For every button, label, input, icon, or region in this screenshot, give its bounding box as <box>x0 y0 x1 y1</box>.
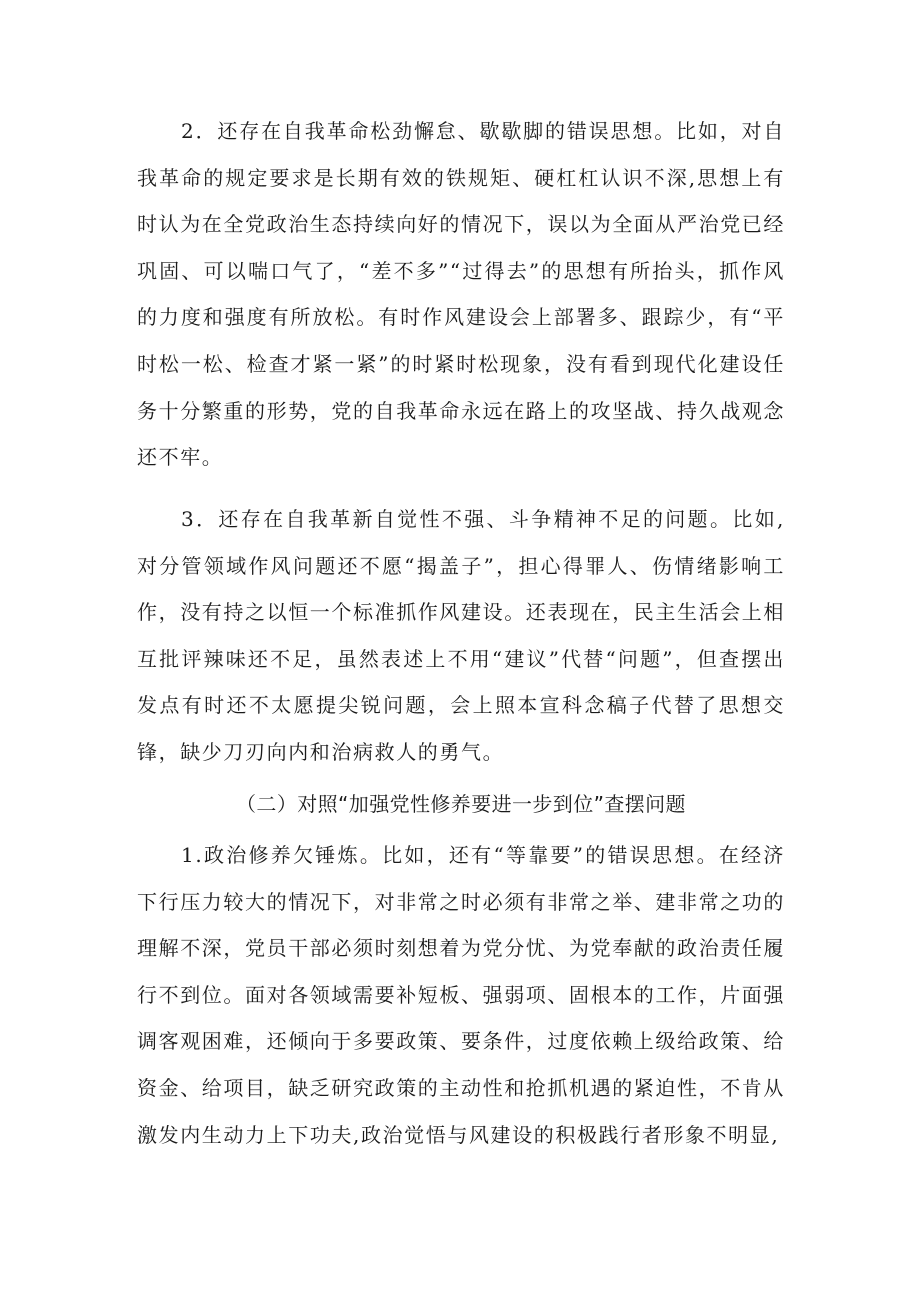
paragraph-self-revolution-slack: 2．还存在自我革命松劲懈怠、歇歇脚的错误思想。比如，对自我革命的规定要求是长期有效的铁规矩、硬杠杠认识不深,思想上有时认为在全党政治生态持续向好的情况下，误以为全面从严治党已经巩固、可以喘口气了，“差不多”“过得去”的思想有所抬头，抓作风的力度和强度有所放松。有时作风建设会上部署多、跟踪少，有“平时松一松、检查才紧一紧”的时紧时松现象，没有看到现代化建设任务十分繁重的形势，党的自我革命永远在路上的攻坚战、持久战观念还不牢。 <box>137 119 785 470</box>
paragraph-political-cultivation: 1.政治修养欠锤炼。比如，还有“等靠要”的错误思想。在经济下行压力较大的情况下，对非常之时必须有非常之举、建非常之功的理解不深，党员干部必须时刻想着为党分忧、为党奉献的政治责任履行不到位。面对各领域需要补短板、强弱项、固根本的工作，片面强调客观困难，还倾向于多要政策、要条件，过度依赖上级给政策、给资金、给项目，缺乏研究政策的主动性和抢抓机遇的紧迫性，不肯从激发内生动力上下功夫,政治觉悟与风建设的积极践行者形象不明显, <box>137 843 785 1147</box>
section-heading: （二）对照“加强党性修养要进一步到位”查摆问题 <box>236 792 686 816</box>
paragraph-self-renewal-weak: 3．还存在自我革新自觉性不强、斗争精神不足的问题。比如,对分管领域作风问题还不愿“揭盖子”，担心得罪人、伤情绪影响工作，没有持之以恒一个标准抓作风建设。还表现在，民主生活会上相互批评辣味还不足，虽然表述上不用“建议”代替“问题”，但查摆出发点有时还不太愿提尖锐问题，会上照本宣科念稿子代替了思想交锋，缺少刀刃向内和治病救人的勇气。 <box>137 507 785 764</box>
